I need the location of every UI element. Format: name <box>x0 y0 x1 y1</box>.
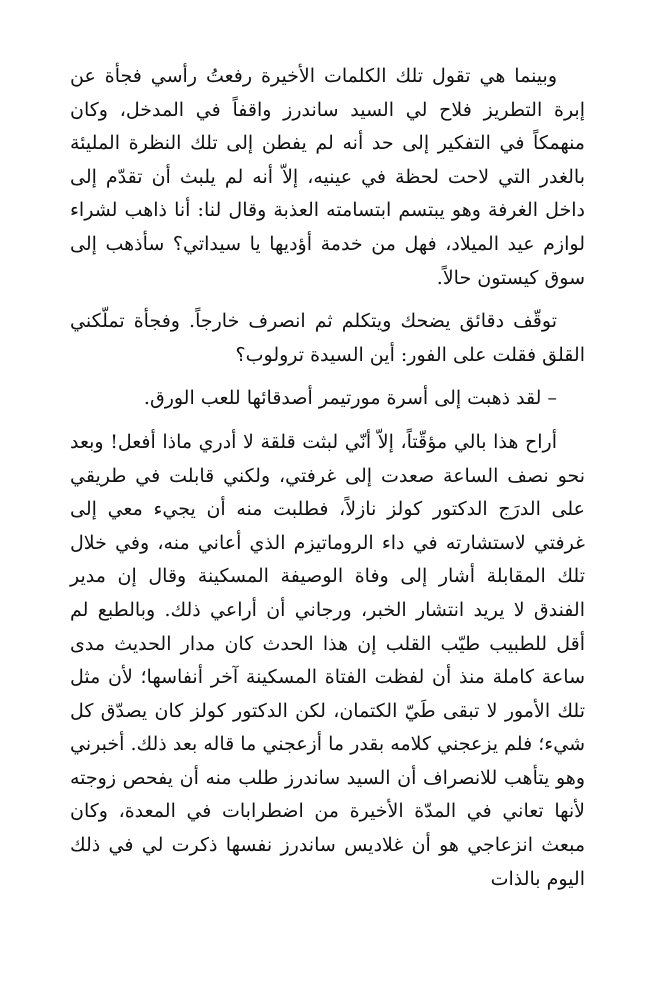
paragraph-dialogue-reply: – لقد ذهبت إلى أسرة مورتيمر أصدقائها للعب الورق. <box>143 387 557 410</box>
paragraph-trollope-question: توقّف دقائق يضحك ويتكلم ثم انصرف خارجاً. وفجأة تملّكني القلق فقلت على الفور: أين السيدة ترولوب؟ <box>70 310 585 366</box>
page-text <box>70 60 585 896</box>
paragraph-saunders-doorway: وبينما هي تقول تلك الكلمات الأخيرة رفعتُ رأسي فجأة عن إبرة التطريز فلاح لي السيد ساندرز واقفاً في المدخل، وكان منهمكاً في التفكير إلى حد أنه لم يفطن إلى تلك النظرة المليئة بالغدر التي لاحت لحظة في عينيه، إلاّ أنه لم يلبث أن تقدّم إلى داخل الغرفة وهو يبتسم ابتسامته العذبة وقال لنا: أنا ذاهب لشراء لوازم عيد الميلاد، فهل من خدمة أؤديها يا سيداتي؟ سأذهب إلى سوق كيستون حالاً. <box>70 65 585 289</box>
paragraph-dr-coles: أراح هذا بالي مؤقّتاً، إلاّ أنّي لبثت قلقة لا أدري ماذا أفعل! وبعد نحو نصف الساعة صعدت إلى غرفتي، ولكني قابلت في طريقي على الدرَج الدكتور كولز نازلاً، فطلبت منه أن يجيء معي إلى غرفتي لاستشارته في داء الروماتيزم الذي أعاني منه، وفي خلال تلك المقابلة أشار إلى وفاة الوصيفة المسكينة وقال إن مدير الفندق لا يريد انتشار الخبر، ورجاني أن أراعي ذلك. وبالطبع لم أقل للطبيب طيّب القلب إن هذا الحدث كان مدار الحديث مدى ساعة كاملة منذ أن لفظت الفتاة المسكينة آخر أنفاسها؛ لأن مثل تلك الأمور لا تبقى طَيّ الكتمان، لكن الدكتور كولز كان يصدّق كل شيء؛ فلم يزعجني كلامه بقدر ما أزعجني ما قاله بعد ذلك. أخبرني وهو يتأهب للانصراف أن السيد ساندرز طلب منه أن يفحص زوجته لأنها تعاني في المدّة الأخيرة من اضطرابات في المعدة، وكان مبعث انزعاجي هو أن غلاديس ساندرز نفسها ذكرت لي في ذلك اليوم بالذات <box>70 430 585 890</box>
